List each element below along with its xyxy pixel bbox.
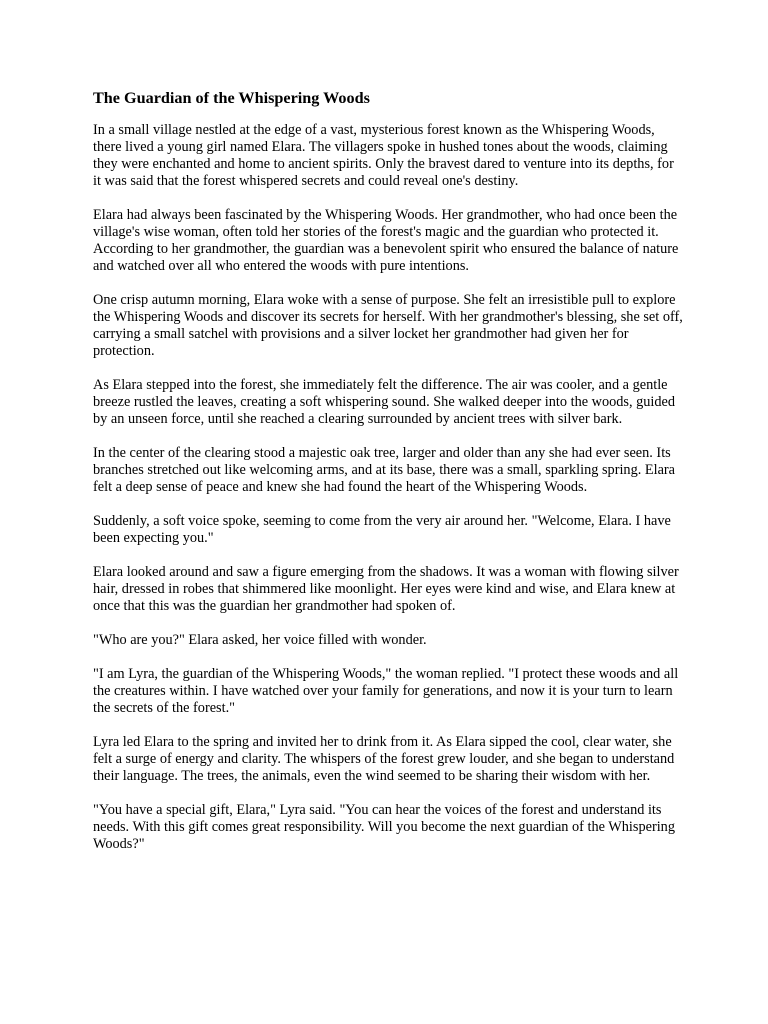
paragraph-7: Elara looked around and saw a figure emerging from the shadows. It was a woman with flowing silver hair, dressed in robes that shimmered like moonlight. Her eyes were kind and wise, and Elara knew at once that this was the guardian her grandmother had spoken of. xyxy=(93,564,679,614)
paragraph-6: Suddenly, a soft voice spoke, seeming to come from the very air around her. "Welcome, Elara. I have been expecting you." xyxy=(93,513,671,546)
document-page xyxy=(93,88,683,870)
paragraph-11: "You have a special gift, Elara," Lyra said. "You can hear the voices of the forest and understand its needs. With this gift comes great responsibility. Will you become the next guardian of the Whispering Woods?" xyxy=(93,802,675,852)
paragraph-4: As Elara stepped into the forest, she immediately felt the difference. The air was cooler, and a gentle breeze rustled the leaves, creating a soft whispering sound. She walked deeper into the woods, guided by an unseen force, until she reached a clearing surrounded by ancient trees with silver bark. xyxy=(93,377,676,427)
paragraph-2: Elara had always been fascinated by the Whispering Woods. Her grandmother, who had once been the village's wise woman, often told her stories of the forest's magic and the guardian who protected it. According to her grandmother, the guardian was a benevolent spirit who ensured the balance of nature and watched over all who entered the woods with pure intentions. xyxy=(93,207,679,274)
paragraph-9: "I am Lyra, the guardian of the Whispering Woods," the woman replied. "I protect these woods and all the creatures within. I have watched over your family for generations, and now it is your turn to learn the secrets of the forest." xyxy=(93,666,679,716)
paragraph-3: One crisp autumn morning, Elara woke with a sense of purpose. She felt an irresistible pull to explore the Whispering Woods and discover its secrets for herself. With her grandmother's blessing, she set off, carrying a small satchel with provisions and a silver locket her grandmother had given her for protection. xyxy=(93,292,683,359)
paragraph-8: "Who are you?" Elara asked, her voice filled with wonder. xyxy=(93,632,427,648)
paragraph-5: In the center of the clearing stood a majestic oak tree, larger and older than any she had ever seen. Its branches stretched out like welcoming arms, and at its base, there was a small, sparkling spring. Elara felt a deep sense of peace and knew she had found the heart of the Whispering Woods. xyxy=(93,445,676,495)
document-title: The Guardian of the Whispering Woods xyxy=(93,89,370,107)
paragraph-10: Lyra led Elara to the spring and invited her to drink from it. As Elara sipped the cool, clear water, she felt a surge of energy and clarity. The whispers of the forest grew louder, and she began to understand their language. The trees, the animals, even the wind seemed to be sharing their wisdom with her. xyxy=(93,734,675,784)
paragraph-1: In a small village nestled at the edge of a vast, mysterious forest known as the Whispering Woods, there lived a young girl named Elara. The villagers spoke in hushed tones about the woods, claiming they were enchanted and home to ancient spirits. Only the bravest dared to venture into its depths, for it was said that the forest whispered secrets and could reveal one's destiny. xyxy=(93,122,674,189)
